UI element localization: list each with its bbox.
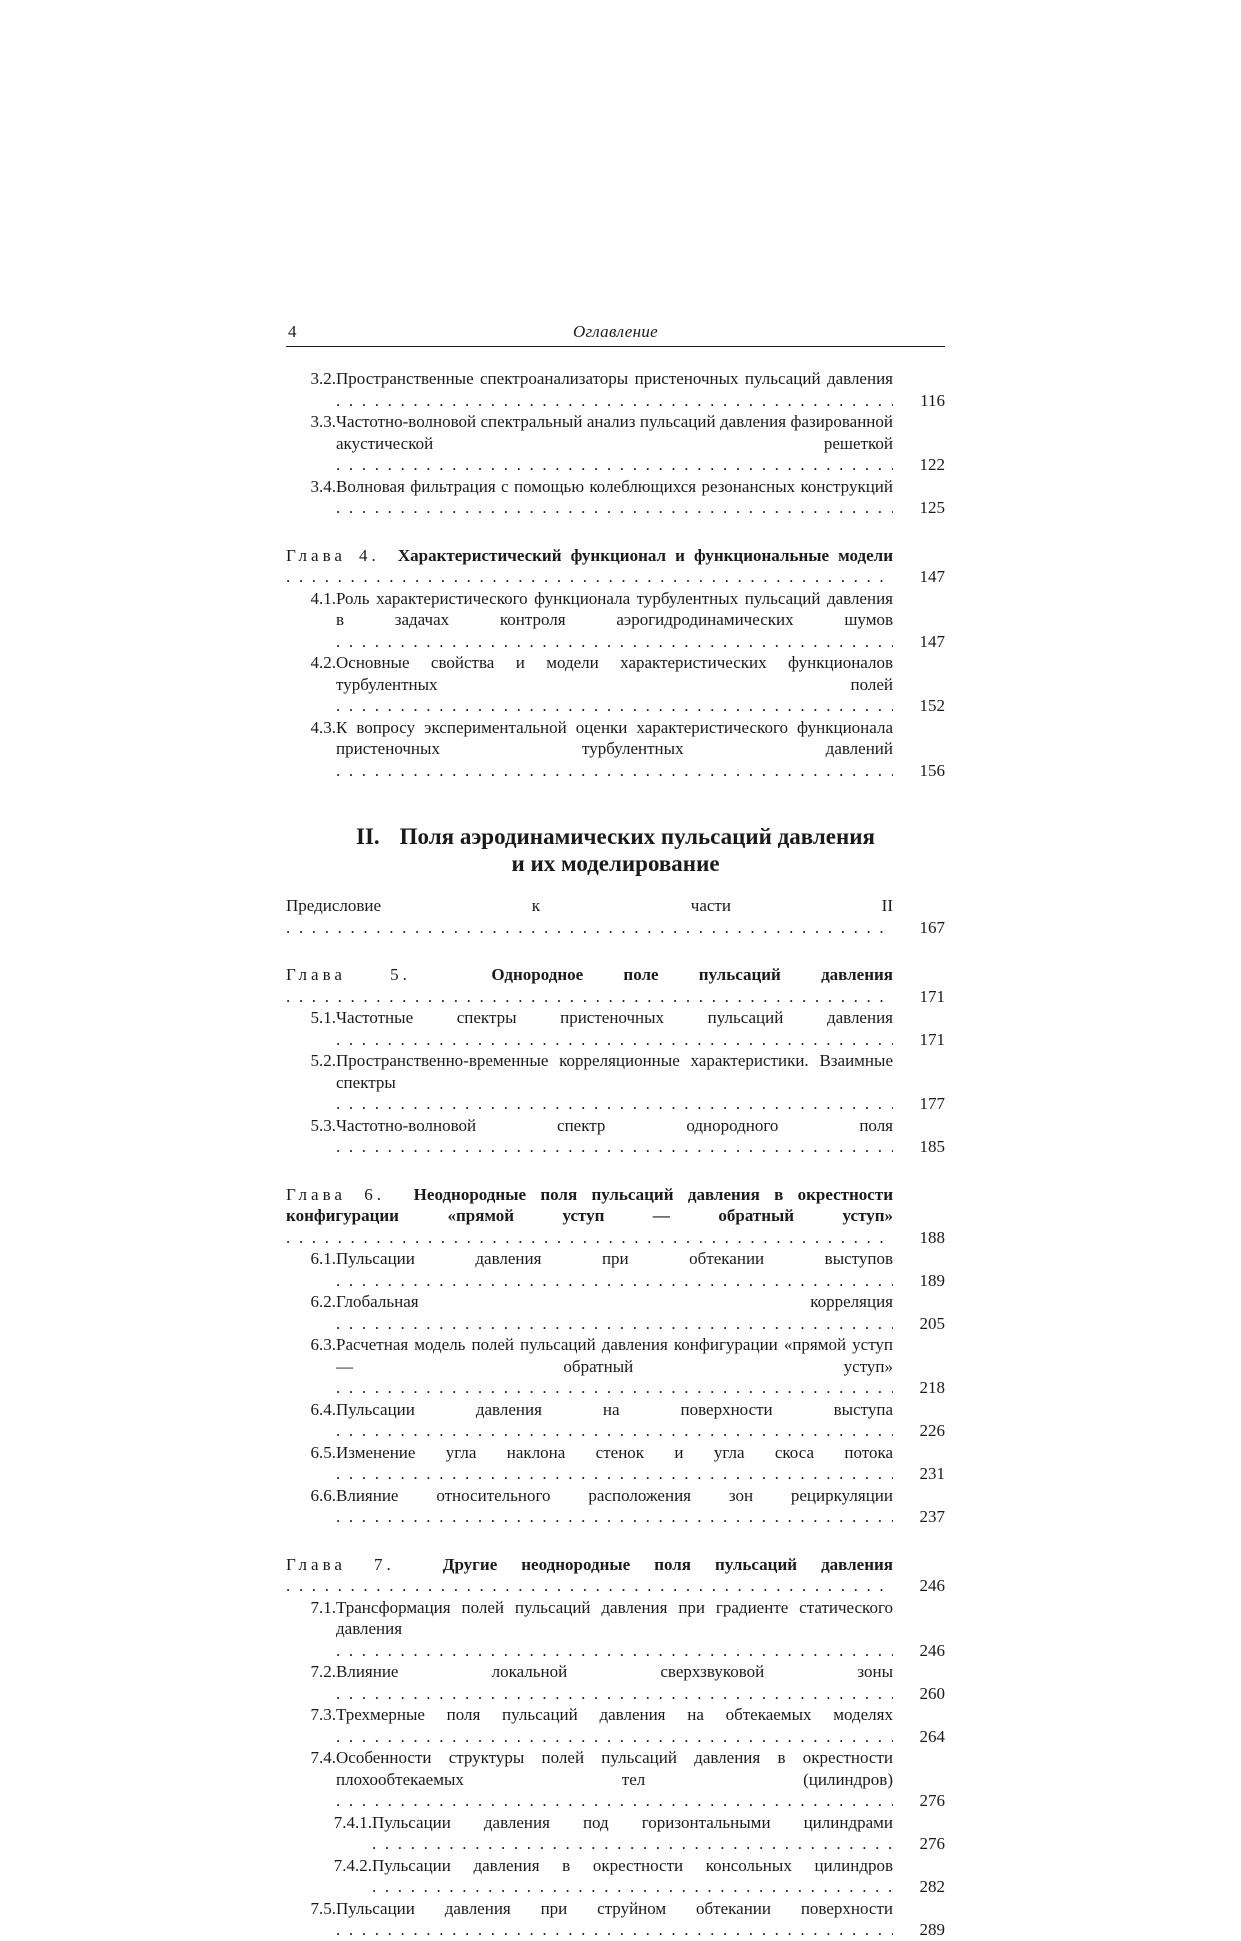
- entry-text: Трансформация полей пульсаций давления при градиенте статического давления: [336, 1597, 893, 1638]
- entry-title: [336, 652, 893, 717]
- entry-page: 156: [919, 760, 945, 780]
- dot-leader: [372, 1834, 893, 1853]
- entry-page: 185: [919, 1137, 945, 1156]
- entry-page: 276: [919, 1834, 945, 1853]
- entry-page: 125: [919, 498, 945, 517]
- toc-entry[interactable]: [286, 1248, 945, 1291]
- entry-page: 122: [919, 455, 945, 474]
- entry-title: [336, 1661, 893, 1704]
- dot-leader: [286, 918, 893, 937]
- entry-page: 237: [919, 1507, 945, 1526]
- entry-number: 7.2.: [310, 1662, 336, 1681]
- dot-leader: [336, 1030, 893, 1049]
- toc-chapter-entry[interactable]: [286, 545, 945, 588]
- entry-text: Глобальная корреляция: [336, 1292, 893, 1311]
- part-heading: [286, 823, 945, 877]
- toc-entry[interactable]: [286, 1661, 945, 1704]
- toc-entry[interactable]: [286, 368, 945, 411]
- toc-entry[interactable]: [286, 1007, 945, 1050]
- entry-title: [286, 895, 893, 938]
- entry-text: Пространственные спектроанализаторы пристеночных пульсаций давления: [336, 369, 893, 388]
- entry-page: 264: [919, 1726, 945, 1746]
- entry-number: 5.3.: [310, 1115, 336, 1135]
- chapter-label: Глава 7.: [286, 1554, 395, 1574]
- entry-text: Изменение угла наклона стенок и угла скоса потока: [336, 1442, 893, 1462]
- dot-leader: [286, 987, 893, 1006]
- entry-page: 188: [919, 1227, 945, 1247]
- entry-text: К вопросу экспериментальной оценки характеристического функционала пристеночных турбулентных давлений: [336, 717, 893, 758]
- entry-title: [286, 1184, 893, 1249]
- entry-page: 189: [919, 1270, 945, 1290]
- toc-entry[interactable]: [286, 1597, 945, 1662]
- entry-page: 171: [919, 986, 945, 1006]
- entry-number: 7.3.: [310, 1705, 336, 1724]
- toc-entry[interactable]: [286, 652, 945, 717]
- entry-text: Неоднородные поля пульсаций давления в окрестности конфигурации «прямой уступ — обратный уступ»: [286, 1184, 893, 1225]
- dot-leader: [336, 632, 893, 651]
- toc-entry[interactable]: [286, 1050, 945, 1115]
- dot-leader: [336, 1378, 893, 1397]
- entry-text: Пульсации давления в окрестности консольных цилиндров: [372, 1855, 893, 1875]
- entry-number: 6.6.: [310, 1485, 336, 1505]
- dot-leader: [336, 1271, 893, 1290]
- entry-title: [336, 1399, 893, 1442]
- entry-number: 6.2.: [310, 1292, 336, 1311]
- entry-number: 4.2.: [310, 653, 336, 672]
- toc-entry[interactable]: [286, 1334, 945, 1399]
- entry-text: Влияние локальной сверхзвуковой зоны: [336, 1662, 893, 1681]
- toc-chapter-entry[interactable]: [286, 964, 945, 1007]
- dot-leader: [336, 1421, 893, 1440]
- entry-page: 218: [919, 1378, 945, 1397]
- page-number: 4: [288, 322, 297, 341]
- entry-title: [286, 964, 893, 1007]
- entry-text: Частотно-волновой спектр однородного поля: [336, 1115, 893, 1135]
- dot-leader: [336, 1094, 893, 1113]
- toc-entry[interactable]: [286, 1399, 945, 1442]
- entry-title: [336, 588, 893, 653]
- entry-number: 7.1.: [310, 1597, 336, 1617]
- entry-number: 6.4.: [310, 1399, 336, 1419]
- entry-number: 7.5.: [310, 1898, 336, 1918]
- toc-entry[interactable]: [286, 717, 945, 782]
- toc-entry[interactable]: [286, 1704, 945, 1747]
- entry-text: Расчетная модель полей пульсаций давления конфигурации «прямой уступ — обратный уступ»: [336, 1335, 893, 1376]
- dot-leader: [336, 1920, 893, 1939]
- entry-number: 3.3.: [310, 412, 336, 431]
- toc-entry[interactable]: [286, 411, 945, 476]
- part-number: II.: [356, 824, 380, 849]
- dot-leader: [286, 1228, 893, 1247]
- entry-page: 246: [919, 1640, 945, 1660]
- entry-page: 289: [919, 1920, 945, 1939]
- chapter-label: Глава 5.: [286, 965, 411, 984]
- entry-text: Особенности структуры полей пульсаций давления в окрестности плохообтекаемых тел (цилиндров): [336, 1748, 893, 1789]
- table-of-contents: [286, 368, 945, 1941]
- entry-page: 152: [919, 696, 945, 715]
- part-heading-line-1: [286, 823, 945, 850]
- entry-title: [336, 1248, 893, 1291]
- entry-page: 226: [919, 1421, 945, 1440]
- entry-title: [336, 1485, 893, 1528]
- entry-title: [336, 1704, 893, 1747]
- entry-page: 282: [919, 1877, 945, 1896]
- entry-number: 6.1.: [310, 1249, 336, 1268]
- entry-text: Влияние относительного расположения зон рециркуляции: [336, 1485, 893, 1505]
- entry-number: 4.1.: [310, 588, 336, 608]
- entry-text: Однородное поле пульсаций давления: [491, 965, 893, 984]
- entry-title: [336, 1115, 893, 1158]
- entry-page: 171: [919, 1029, 945, 1049]
- entry-page: 231: [919, 1464, 945, 1483]
- entry-number: 7.4.1.: [333, 1812, 372, 1832]
- entry-title: [372, 1855, 893, 1898]
- toc-chapter-entry[interactable]: [286, 1554, 945, 1597]
- entry-text: Пульсации давления при обтекании выступов: [336, 1249, 893, 1268]
- dot-leader: [336, 391, 893, 410]
- toc-subsection-entry[interactable]: [286, 1812, 945, 1855]
- entry-page: 260: [919, 1683, 945, 1703]
- toc-entry[interactable]: [286, 476, 945, 519]
- entry-page: 246: [919, 1576, 945, 1595]
- running-head: [286, 320, 945, 347]
- toc-group-part-one-tail: [286, 368, 945, 781]
- entry-title: [336, 368, 893, 411]
- entry-title: [336, 1898, 893, 1941]
- entry-text: Трехмерные поля пульсаций давления на обтекаемых моделях: [336, 1705, 893, 1724]
- entry-text: Пульсации давления под горизонтальными цилиндрами: [372, 1812, 893, 1832]
- toc-entry[interactable]: [286, 1747, 945, 1812]
- entry-text: Пульсации давления на поверхности выступа: [336, 1399, 893, 1419]
- entry-text: Характеристический функционал и функциональные модели: [397, 545, 893, 565]
- entry-text: Частотно-волновой спектральный анализ пульсаций давления фазированной акустической решеткой: [336, 412, 893, 453]
- entry-text: Частотные спектры пристеночных пульсаций давления: [336, 1008, 893, 1027]
- dot-leader: [336, 1791, 893, 1810]
- entry-title: [336, 1050, 893, 1115]
- entry-text: Роль характеристического функционала турбулентных пульсаций давления в задачах контроля аэрогидродинамических шумов: [336, 588, 893, 629]
- entry-number: 6.5.: [310, 1442, 336, 1462]
- entry-title: [336, 411, 893, 476]
- entry-page: 276: [919, 1791, 945, 1810]
- dot-leader: [336, 1641, 893, 1660]
- toc-subsection-entry[interactable]: [286, 1855, 945, 1898]
- entry-title: [336, 1291, 893, 1334]
- entry-page: 177: [919, 1094, 945, 1113]
- toc-entry[interactable]: [286, 1898, 945, 1941]
- dot-leader: [286, 1576, 893, 1595]
- dot-leader: [336, 1137, 893, 1156]
- dot-leader: [336, 498, 893, 517]
- toc-entry[interactable]: [286, 588, 945, 653]
- chapter-label: Глава 6.: [286, 1184, 386, 1204]
- entry-title: [372, 1812, 893, 1855]
- dot-leader: [336, 455, 893, 474]
- dot-leader: [336, 1684, 893, 1703]
- toc-entry[interactable]: [286, 1115, 945, 1158]
- dot-leader: [336, 696, 893, 715]
- toc-entry[interactable]: [286, 1291, 945, 1334]
- toc-group-part-two: [286, 895, 945, 1941]
- entry-number: 7.4.2.: [333, 1855, 372, 1875]
- toc-entry[interactable]: [286, 1485, 945, 1528]
- dot-leader: [336, 1507, 893, 1526]
- entry-title: [336, 1007, 893, 1050]
- entry-title: [286, 1554, 893, 1597]
- entry-text: Предисловие к части II: [286, 896, 893, 915]
- entry-text: Основные свойства и модели характеристических функционалов турбулентных полей: [336, 653, 893, 694]
- header-title: Оглавление: [572, 322, 659, 341]
- entry-text: Пульсации давления при струйном обтекании поверхности: [336, 1898, 893, 1918]
- chapter-label: Глава 4.: [286, 545, 380, 565]
- entry-number: 6.3.: [310, 1335, 336, 1354]
- part-title-line-1: Поля аэродинамических пульсаций давления: [399, 824, 875, 849]
- entry-page: 205: [919, 1313, 945, 1333]
- dot-leader: [336, 1464, 893, 1483]
- toc-entry[interactable]: [286, 895, 945, 938]
- entry-page: 147: [919, 567, 945, 586]
- entry-title: [286, 545, 893, 588]
- entry-number: 3.2.: [310, 369, 336, 388]
- dot-leader: [286, 567, 893, 586]
- entry-number: 5.1.: [310, 1008, 336, 1027]
- entry-number: 3.4.: [310, 476, 336, 496]
- entry-text: Другие неоднородные поля пульсаций давления: [442, 1554, 893, 1574]
- entry-title: [336, 717, 893, 782]
- entry-title: [336, 1334, 893, 1399]
- entry-title: [336, 1442, 893, 1485]
- entry-page: 147: [919, 631, 945, 651]
- dot-leader: [336, 1727, 893, 1746]
- part-title-line-2: и их моделирование: [511, 851, 720, 876]
- entry-title: [336, 1597, 893, 1662]
- entry-text: Пространственно-временные корреляционные характеристики. Взаимные спектры: [336, 1051, 893, 1092]
- dot-leader: [336, 1314, 893, 1333]
- entry-number: 4.3.: [310, 717, 336, 737]
- entry-title: [336, 476, 893, 519]
- entry-title: [336, 1747, 893, 1812]
- entry-page: 167: [919, 917, 945, 937]
- entry-number: 5.2.: [310, 1051, 336, 1070]
- entry-text: Волновая фильтрация с помощью колеблющихся резонансных конструкций: [336, 476, 893, 496]
- dot-leader: [372, 1877, 893, 1896]
- entry-number: 7.4.: [310, 1748, 336, 1767]
- toc-chapter-entry[interactable]: [286, 1184, 945, 1249]
- dot-leader: [336, 761, 893, 780]
- entry-page: 116: [920, 390, 945, 410]
- toc-entry[interactable]: [286, 1442, 945, 1485]
